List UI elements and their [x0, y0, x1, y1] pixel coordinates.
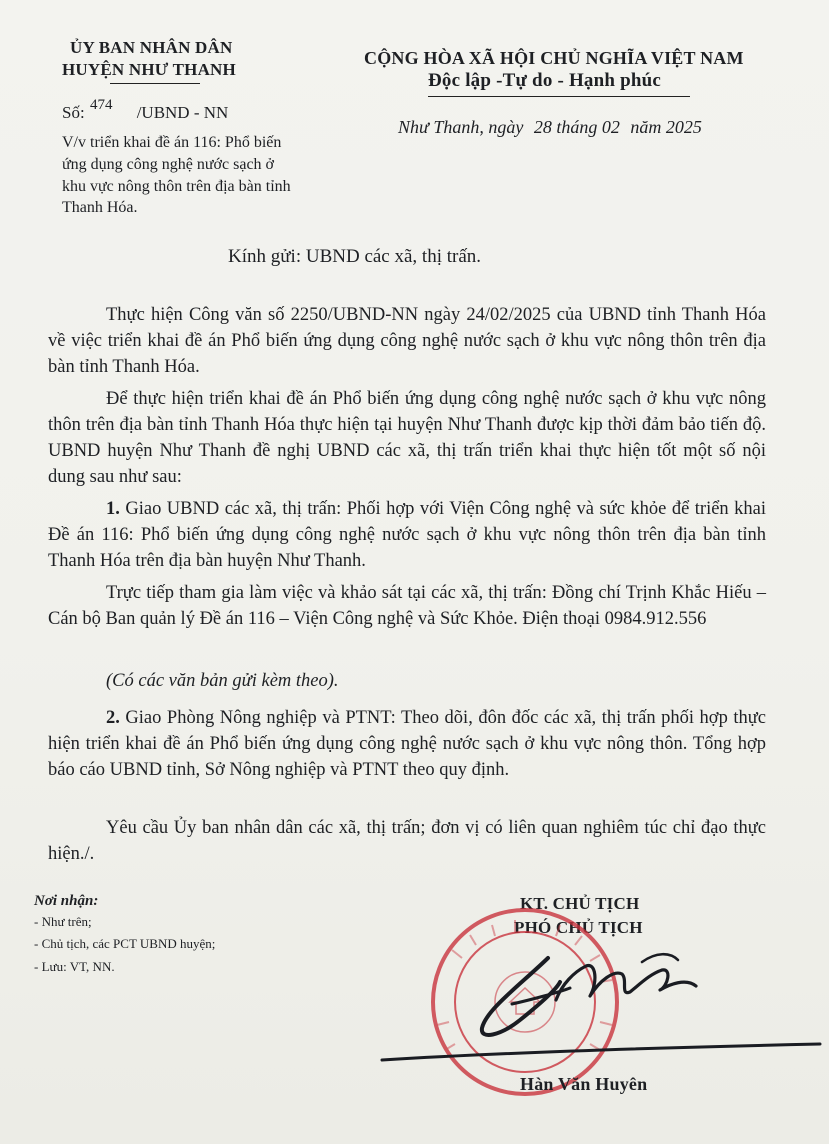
subject-line4: Thanh Hóa. — [62, 199, 138, 216]
national-motto: Độc lập -Tự do - Hạnh phúc — [428, 70, 662, 91]
issuer-line1: ỦY BAN NHÂN DÂN — [70, 38, 233, 57]
recipient-line: Kính gửi: UBND các xã, thị trấn. — [228, 246, 482, 267]
item-1-text: Giao UBND các xã, thị trấn: Phối hợp với Viện Công nghệ và sức khỏe để triển khai Đề án 116: Phổ biến ứng dụng công nghệ nước sạch ở khu vực nông thôn trên địa bàn tỉnh Thanh Hóa trên địa bàn huyện Như Thanh. — [48, 499, 767, 571]
signature-title-2: PHÓ CHỦ TỊCH — [514, 918, 643, 937]
place-date — [398, 117, 702, 138]
recipients-item-1: - Như trên; — [34, 914, 92, 929]
motto-underline — [428, 96, 690, 97]
paragraph-7: Yêu cầu Ủy ban nhân dân các xã, thị trấn; đơn vị có liên quan nghiêm túc chỉ đạo thực hiện./. — [48, 818, 766, 864]
place-date-place: Như Thanh, ngày — [398, 117, 524, 137]
item-1-number: 1. — [106, 499, 120, 519]
recipients-item-2: - Chủ tịch, các PCT UBND huyện; — [34, 936, 216, 951]
subject-line2: ứng dụng công nghệ nước sạch ở — [62, 156, 274, 173]
place-date-month: 02 — [601, 117, 620, 137]
doc-number-suffix: /UBND - NN — [136, 103, 229, 122]
subject-line3: khu vực nông thôn trên địa bàn tỉnh — [62, 178, 291, 195]
paragraph-6 — [48, 705, 766, 783]
paragraph-2: Để thực hiện triển khai đề án Phổ biến ứng dụng công nghệ nước sạch ở khu vực nông thôn trên địa bàn tỉnh Thanh Hóa thực hiện tại huyện Như Thanh được kịp thời đảm bảo tiến độ. UBND huyện Như Thanh đề nghị UBND các xã, thị trấn triển khai thực hiện tốt một số nội dung sau như sau: — [48, 389, 766, 487]
paragraph-1: Thực hiện Công văn số 2250/UBND-NN ngày 24/02/2025 của UBND tỉnh Thanh Hóa về việc triển khai đề án Phổ biến ứng dụng công nghệ nước sạch ở khu vực nông thôn trên địa bàn tỉnh Thanh Hóa. — [48, 305, 766, 377]
doc-number-prefix: Số: — [62, 103, 85, 122]
issuer-underline — [110, 83, 200, 84]
item-2-text: Giao Phòng Nông nghiệp và PTNT: Theo dõi, đôn đốc các xã, thị trấn phối hợp thực hiện triển khai đề án Phổ biến ứng dụng công nghệ nước sạch ở khu vực nông thôn. Tổng hợp báo cáo UBND tỉnh, Sở Nông nghiệp và PTNT theo quy định. — [48, 708, 766, 780]
paragraph-3 — [48, 496, 766, 574]
recipients-title: Nơi nhận: — [34, 893, 99, 909]
recipients-item-3: - Lưu: VT, NN. — [34, 959, 115, 974]
item-2-number: 2. — [106, 708, 120, 728]
doc-number — [62, 97, 229, 123]
signature-title-1: KT. CHỦ TỊCH — [520, 894, 640, 913]
doc-number-value: 474 — [89, 97, 113, 113]
subject-line1: V/v triển khai đề án 116: Phổ biến — [62, 134, 282, 151]
issuer-line2: HUYỆN NHƯ THANH — [62, 60, 236, 79]
place-date-day: 28 — [533, 117, 552, 137]
signer-name: Hàn Văn Huyên — [520, 1074, 648, 1094]
paragraph-4: Trực tiếp tham gia làm việc và khảo sát tại các xã, thị trấn: Đồng chí Trịnh Khắc Hiếu – Cán bộ Ban quản lý Đề án 116 – Viện Công nghệ và Sức Khỏe. Điện thoại 0984.912.556 — [48, 583, 766, 629]
national-title: CỘNG HÒA XÃ HỘI CHỦ NGHĨA VIỆT NAM — [364, 48, 744, 68]
paragraph-5: (Có các văn bản gửi kèm theo). — [106, 671, 339, 691]
place-date-year-label: năm — [630, 117, 662, 137]
handwritten-signature — [382, 954, 820, 1060]
place-date-month-label: tháng — [556, 117, 598, 137]
place-date-year: 2025 — [665, 117, 702, 137]
